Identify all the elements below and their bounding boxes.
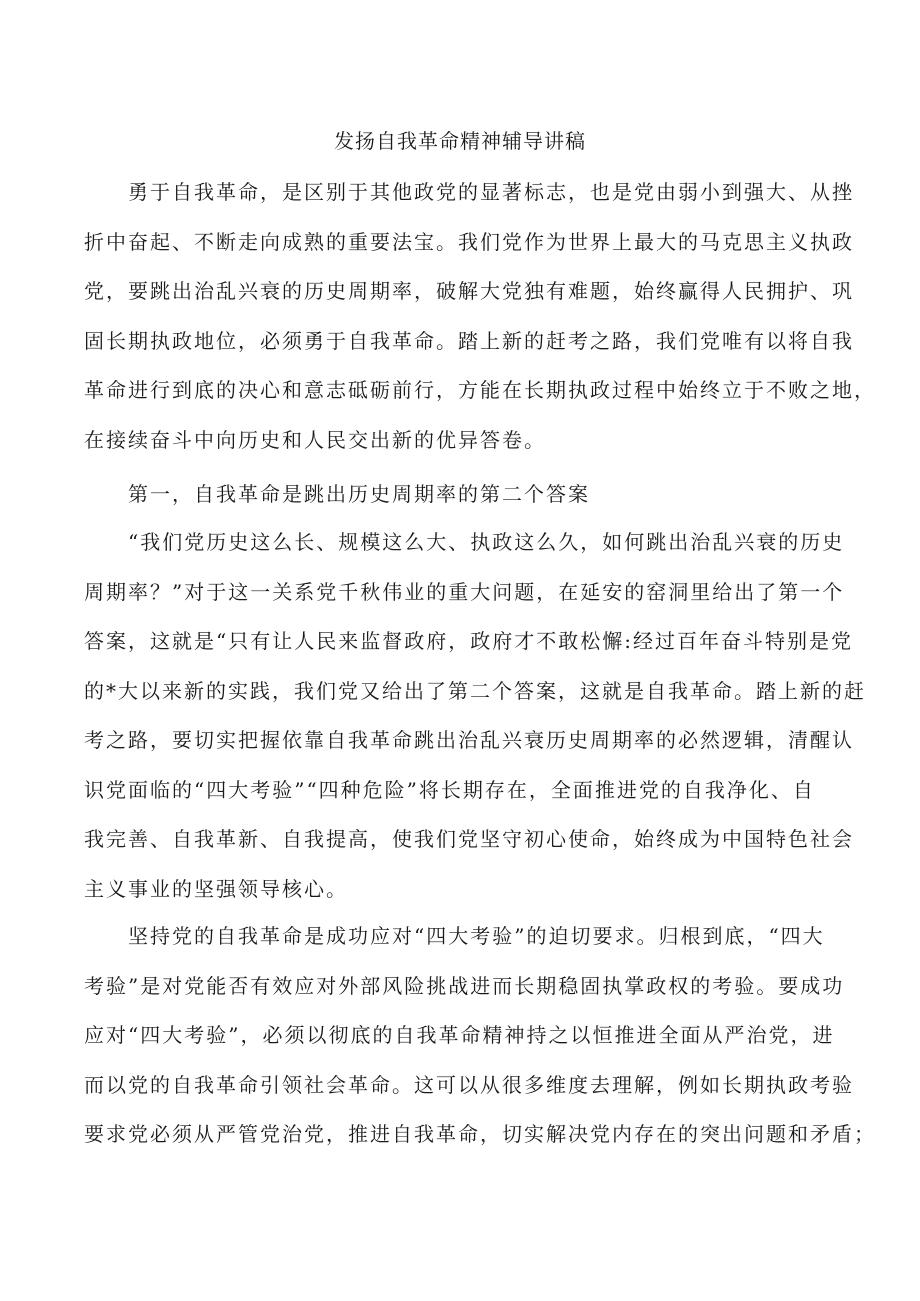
section-heading-text: 第一，自我革命是跳出历史周期率的第二个答案 — [84, 482, 590, 506]
paragraph-answers — [84, 518, 866, 914]
text-line: 周期率？”对于这一关系党千秋伟业的重大问题，在延安的窑洞里给出了第一个 — [84, 579, 845, 604]
text-line: 党，要跳出治乱兴衰的历史周期率，破解大党独有难题，始终赢得人民拥护、巩 — [84, 279, 854, 303]
text-line: 的*大以来新的实践，我们党又给出了第二个答案，这就是自我革命。踏上新的赶 — [84, 678, 866, 703]
document-title: 发扬自我革命精神辅导讲稿 — [334, 129, 586, 153]
text-line: 考之路，要切实把握依靠自我革命跳出治乱兴衰历史周期率的必然逻辑，清醒认 — [84, 728, 854, 752]
text-line: 革命进行到底的决心和意志砥砺前行，方能在长期执政过程中始终立于不败之地， — [84, 378, 876, 402]
text-line: 考验”是对党能否有效应对外部风险挑战进而长期稳固执掌政权的考验。要成功 — [84, 973, 845, 998]
paragraph-four-tests — [84, 912, 876, 1160]
text-line: 而以党的自我革命引领社会革命。这可以从很多维度去理解，例如长期执政考验 — [84, 1072, 854, 1097]
text-line: 答案，这就是“只有让人民来监督政府，政府才不敢松懈:经过百年奋斗特别是党 — [84, 629, 853, 653]
text-line: 我完善、自我革新、自我提高，使我们党坚守初心使命，始终成为中国特色社会 — [84, 827, 854, 851]
text-line: 坚持党的自我革命是成功应对“四大考验”的迫切要求。归根到底，“四大 — [84, 924, 825, 948]
paragraph-intro — [84, 168, 876, 465]
text-line: 要求党必须从严管党治党，推进自我革命，切实解决党内存在的突出问题和矛盾； — [84, 1122, 876, 1146]
text-line: 固长期执政地位，必须勇于自我革命。踏上新的赶考之路，我们党唯有以将自我 — [84, 328, 854, 353]
section-heading-1 — [84, 470, 844, 520]
text-line: “我们党历史这么长、规模这么大、执政这么久，如何跳出治乱兴衰的历史 — [84, 530, 845, 554]
text-line: 在接续奋斗中向历史和人民交出新的优异答卷。 — [84, 427, 546, 452]
text-line: 应对“四大考验”，必须以彻底的自我革命精神持之以恒推进全面从严治党，进 — [84, 1023, 835, 1047]
text-line: 折中奋起、不断走向成熟的重要法宝。我们党作为世界上最大的马克思主义执政 — [84, 229, 854, 254]
text-line: 识党面临的“四大考验”“四种危险”将长期存在，全面推进党的自我净化、自 — [84, 777, 815, 802]
text-line: 主义事业的坚强领导核心。 — [84, 876, 348, 901]
text-line: 勇于自我革命，是区别于其他政党的显著标志，也是党由弱小到强大、从挫 — [84, 180, 854, 204]
